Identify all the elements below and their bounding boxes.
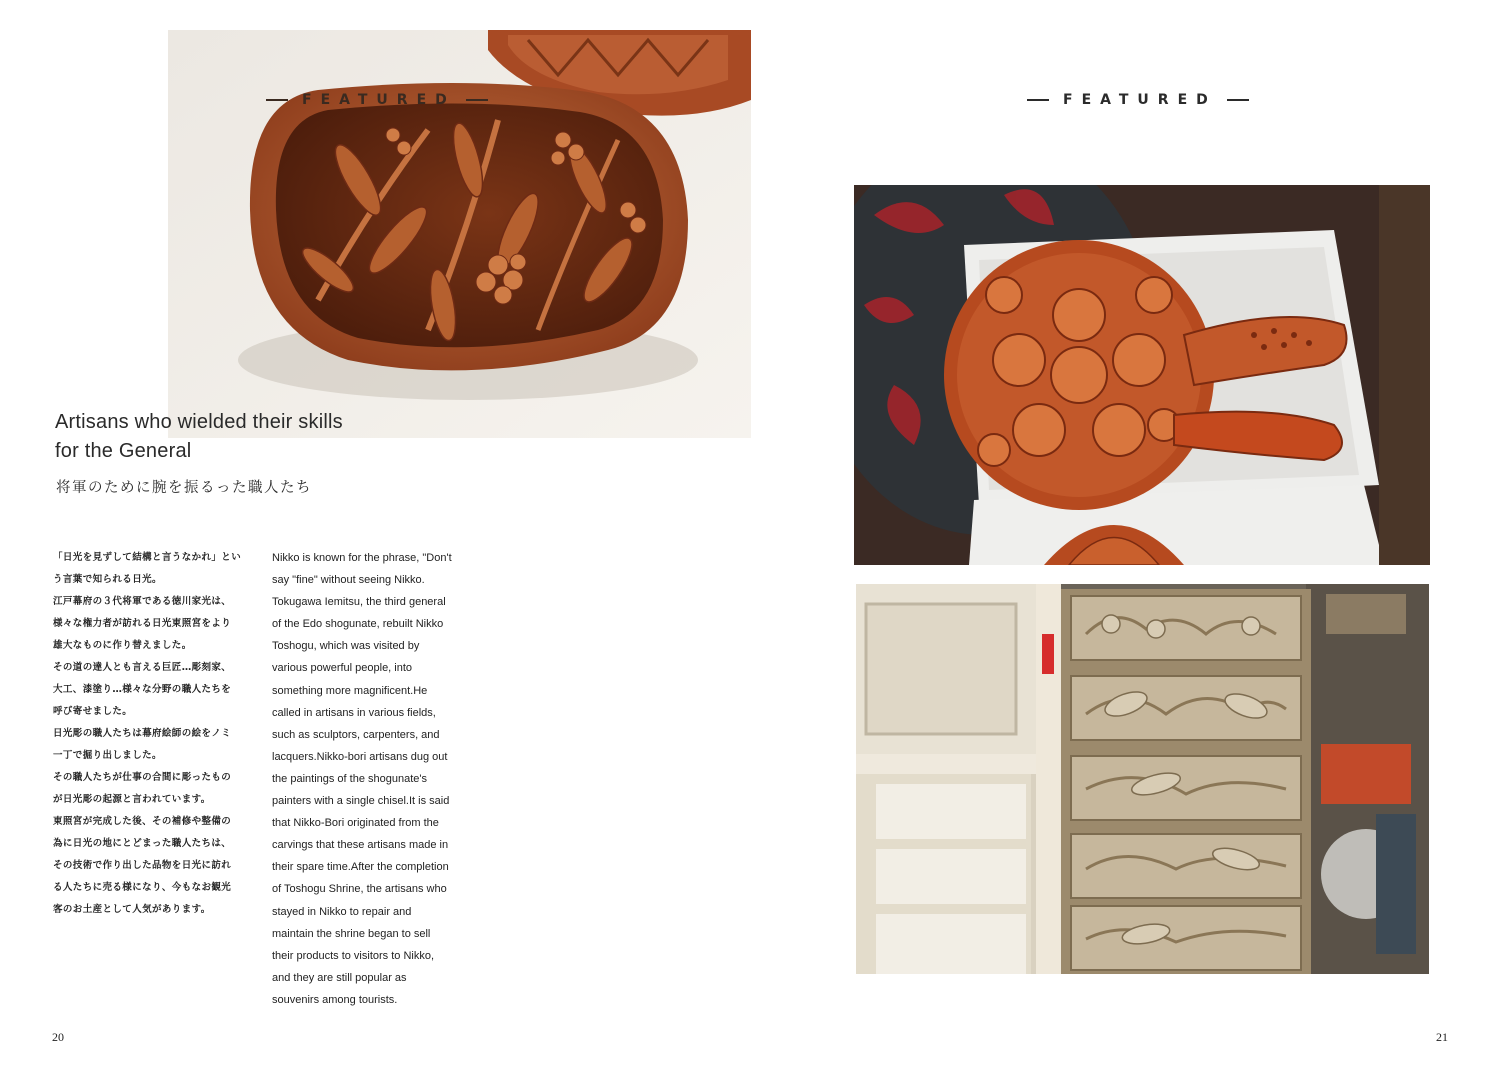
body-line: 「日光を見ずして結構と言うなかれ」とい [53,552,242,563]
rule-line [466,99,488,101]
body-line: various powerful people, into [272,662,413,675]
body-line: that Nikko-Bori originated from the [272,817,439,830]
body-line: 大工、漆塗り…様々な分野の職人たちを [53,684,232,695]
body-line: called in artisans in various fields, [272,706,436,719]
body-line: る人たちに売る様になり、今もなお観光 [53,882,232,893]
title-line: for the General [55,440,192,462]
body-line: その技術で作り出した品物を日光に訪れ [53,860,232,871]
featured-header-right [1027,92,1249,108]
body-line: 様々な権力者が訪れる日光東照宮をより [53,618,232,629]
carved-mirror-photo [854,185,1430,565]
body-line: 日光彫の職人たちは幕府絵師の絵をノミ [53,728,232,739]
body-line: their products to visitors to Nikko, [272,949,435,962]
body-line: maintain the shrine began to sell [272,927,431,940]
body-line: その道の達人とも言える巨匠…彫刻家、 [53,662,232,673]
body-line: carvings that these artisans made in [272,839,449,852]
body-line: such as sculptors, carpenters, and [272,728,440,741]
body-line: of Toshogu Shrine, the artisans who [272,883,447,896]
body-line: Toshogu, which was visited by [272,640,420,653]
body-line: Nikko is known for the phrase, "Don't [272,552,452,564]
body-line: 呼び寄せました。 [53,706,133,717]
body-line: their spare time.After the completion [272,861,449,874]
body-line: something more magnificent.He [272,684,428,697]
body-text-ja [53,547,253,921]
title-line: Artisans who wielded their skills [55,411,343,433]
body-text-en [272,547,472,1011]
body-line: 雄大なものに作り替えました。 [53,640,192,651]
article-title-en [55,408,475,466]
rule-line [1227,99,1249,101]
rule-line [266,99,288,101]
body-line: Tokugawa Iemitsu, the third general [272,596,446,609]
body-line: stayed in Nikko to repair and [272,905,412,918]
body-line: and they are still popular as [272,971,407,984]
featured-label: FEATURED [1063,92,1217,108]
body-line: souvenirs among tourists. [272,993,398,1006]
body-line: 為に日光の地にとどまった職人たちは、 [53,838,232,849]
body-line: 客のお土産として人気があります。 [53,904,211,915]
page-number-right: 21 [1436,1030,1448,1044]
body-line: 一丁で掘り出しました。 [53,750,162,761]
body-line: lacquers.Nikko-bori artisans dug out [272,750,448,763]
body-line: その職人たちが仕事の合間に彫ったもの [53,772,232,783]
body-line: painters with a single chisel.It is said [272,795,450,808]
carved-chest-photo [856,584,1429,974]
featured-label: FEATURED [302,92,456,108]
body-line: say "fine" without seeing Nikko. [272,574,425,587]
body-line: of the Edo shogunate, rebuilt Nikko [272,618,444,631]
body-line: が日光彫の起源と言われています。 [53,794,211,805]
rule-line [1027,99,1049,101]
body-line: 東照宮が完成した後、その補修や整備の [53,816,232,827]
featured-header-left [266,92,488,108]
body-line: 江戸幕府の３代将軍である徳川家光は、 [53,596,232,607]
page-number-left: 20 [52,1030,64,1044]
body-line: う言葉で知られる日光。 [53,574,162,585]
body-line: the paintings of the shogunate's [272,772,427,785]
article-title-ja: 将軍のために腕を振るった職人たち [56,480,312,496]
